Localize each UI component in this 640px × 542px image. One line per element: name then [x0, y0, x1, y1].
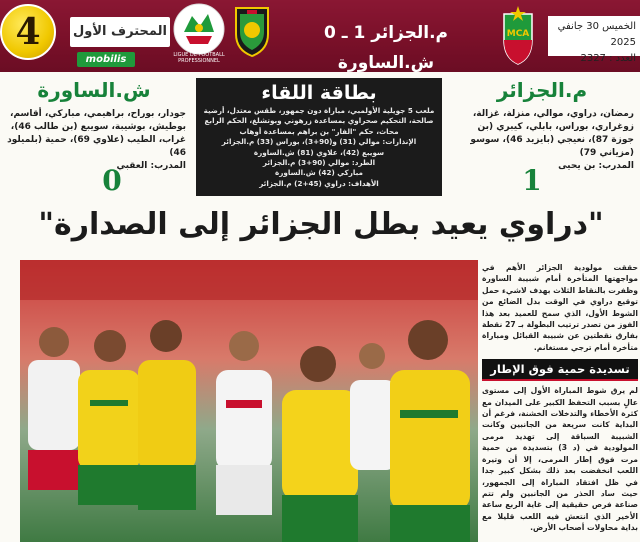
- svg-text:MCA: MCA: [506, 29, 530, 39]
- match-card-red-away: مباركي (42) ش.الساورة: [275, 168, 363, 178]
- article-paragraph-1: حققت مولودية الجزائر الأهم في مواجهتها المتأخرة أمام شبيبة الساورة وظفرت بالنقاط الثلاث بهدف لاشيء حمل توقيع دراوي في الوقت بدل الضائع من الشوط الأول، الذي سمح للعميد بعد هذا الفوز من تصدر ترتيب البطولة بـ 27 نقطة بفارق نقطتين عن شبيبة القبائل ومباراة متأخرة أمام ترجي مستغانم.: [482, 263, 638, 352]
- away-team-coach: المدرب: العقبي: [116, 161, 186, 171]
- away-team-name: ش.الساورة: [37, 78, 151, 102]
- lfp-caption: LIGUE DE FOOTBALL PROFESSIONNEL: [173, 52, 225, 64]
- sponsor-logo: mobilis: [77, 52, 135, 67]
- home-team-coach: المدرب: بن يحيى: [558, 161, 634, 171]
- home-team-name: م.الجزائر: [496, 78, 588, 102]
- issue-date: الخميس 30 جانفي 2025: [557, 21, 636, 48]
- home-team-column: [448, 76, 636, 173]
- mca-club-crest-icon: [500, 4, 536, 68]
- issue-date-box: [548, 16, 640, 64]
- match-title: م.الجزائر 1 ـ 0 ش.الساورة: [323, 23, 448, 72]
- match-card-details: [202, 106, 436, 189]
- jss-club-crest-icon: [232, 4, 272, 58]
- match-card-warnings-away: سويبع (42)، علاوي (81) ش.الساورة: [253, 147, 385, 157]
- league-label: المحترف الأول: [70, 17, 170, 47]
- article-body: [482, 262, 638, 534]
- match-photo: [20, 260, 478, 542]
- article-subheading: تسديدة حمية فوق الإطار: [482, 359, 638, 381]
- away-team-score: 0: [102, 164, 122, 197]
- match-card-venue: ملعب 5 جويلية الأولمبي، مباراة دون جمهور، طقس معتدل، أرضية صالحة، التحكيم صحراوي بمساعدة زرهوني وبوتشلغ، الحكم الرابع محاث، حكم "الفار" بن براهم بمساعدة أوهاب: [203, 106, 435, 136]
- match-card-title: بطاقة اللقاء: [261, 82, 377, 104]
- article-headline: "دراوي يعيد بطل الجزائر إلى الصدارة": [38, 207, 604, 242]
- match-card-red-home: الطرد: موالي (90+3) م.الجزائر: [262, 158, 376, 168]
- round-number: 4: [15, 11, 41, 53]
- players-celebrating-image: [20, 260, 478, 542]
- match-card: [196, 78, 442, 196]
- match-card-warnings-home: الإنذارات: موالي (31) و(90+3)، بوراس (33) م.الجزائر: [221, 137, 417, 147]
- away-team-column: [0, 76, 188, 173]
- issue-number: العدد : 2327: [580, 53, 636, 64]
- away-team-lineup: جودار، بوراح، براهيمي، مباركي، أقاسم، بوطيش، بوشيبة، سويبع (بن طالب 46)، غراب، الطيب (علاوي 69)، حمية (بلميلود 46): [7, 109, 186, 158]
- article-paragraph-2: لم يرق شوط المباراة الأول إلى مستوى عالٍ بسبب التحفظ الكبير على الميدان مع كثرة الأخطاء والتدخلات الخشنة، فرغم أن البداية كانت سريعة من الجانبين وكانت الشبيبة السباقة إلى تهديد مرمى المولودية في (د 3) بتسديدة من حمية مرت فوق إطار المرمى، إلا أن وتيرة اللعب انخفضت بعد ذلك بشكل كبير جدا في ظل افتقاد المباراة إلى الجمهور، حيث ساد الحذر من الجانبين ولم تتم صناعة فرص حقيقية إلى غاية الربع ساعة الأخير الذي انتعش فيه اللعب قليلا مع بداية محاولات أصحاب الأرض.: [482, 386, 638, 533]
- lfp-logo-icon: [172, 2, 226, 56]
- round-number-badge: [0, 4, 56, 60]
- page-header: [0, 0, 640, 72]
- home-team-lineup: رمضان، دراوي، موالي، منزلة، غزالة، زوغراري، بوراس، بابلي، كيبري (بن جوزة 87)، نعيجي (بايزيد 46)، سوسو (مزياني 79): [470, 109, 634, 158]
- home-team-score: 1: [522, 164, 542, 197]
- match-card-goals: الأهداف: دراوي (45+2) م.الجزائر: [259, 178, 379, 188]
